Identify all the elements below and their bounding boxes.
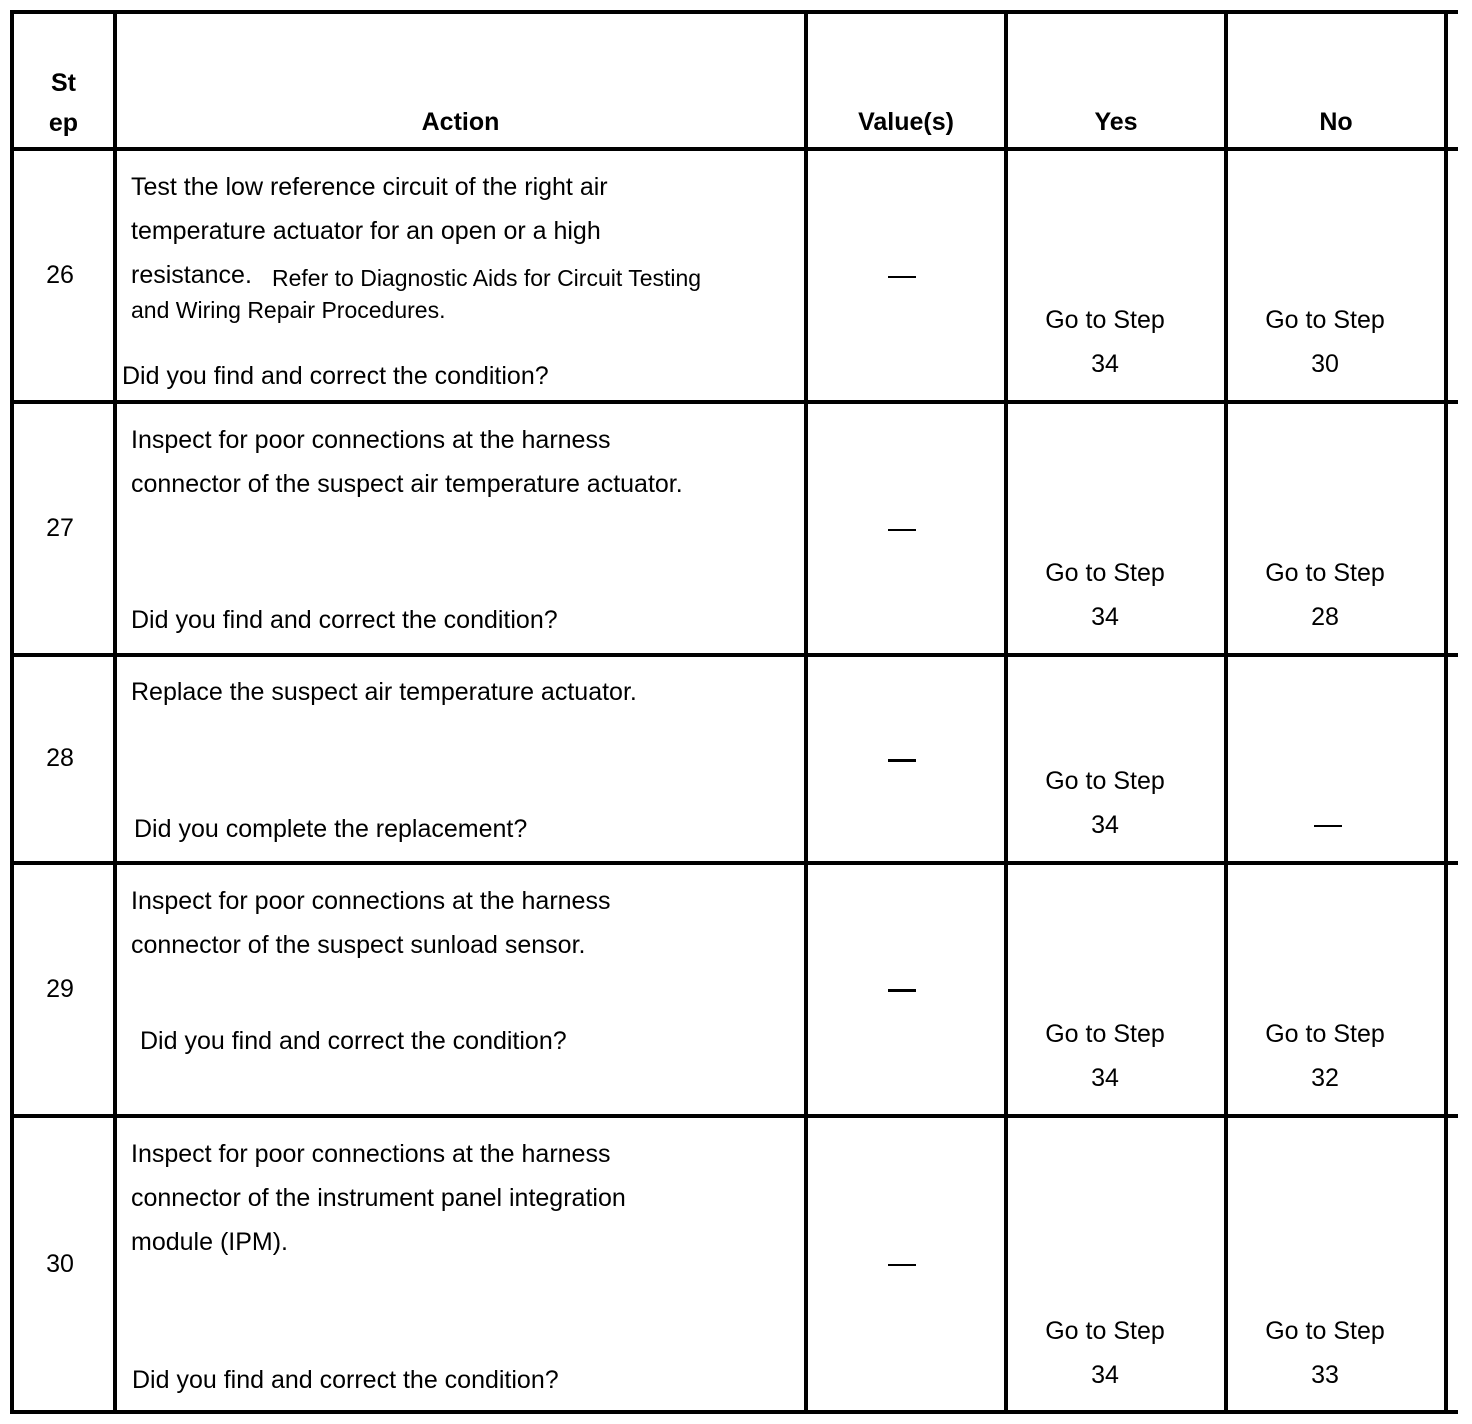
- yes-step-link[interactable]: [1000, 298, 1210, 386]
- header-no: No: [1319, 108, 1353, 136]
- action-text: connector of the instrument panel integration: [131, 1184, 626, 1212]
- action-text: module (IPM).: [131, 1228, 288, 1256]
- yes-step-link[interactable]: [1000, 1012, 1210, 1100]
- grid-line: [10, 10, 14, 1414]
- grid-line: [10, 653, 1458, 657]
- value-dash: [888, 989, 916, 992]
- yes-step-link[interactable]: [1000, 759, 1210, 847]
- yes-step-number: 34: [1091, 603, 1119, 631]
- grid-line: [10, 147, 1458, 151]
- no-step-label: Go to Step: [1265, 306, 1385, 334]
- value-dash: [888, 276, 916, 278]
- no-step-label: Go to Step: [1265, 1317, 1385, 1345]
- action-text: Replace the suspect air temperature actuator.: [131, 678, 637, 706]
- value-dash: [888, 529, 916, 531]
- header-step-line2: ep: [48, 109, 79, 137]
- header-action: Action: [421, 108, 500, 136]
- yes-step-number: 34: [1091, 1064, 1119, 1092]
- no-step-number: 28: [1311, 603, 1339, 631]
- yes-step-label: Go to Step: [1045, 1020, 1165, 1048]
- yes-step-number: 34: [1091, 350, 1119, 378]
- action-question: Did you find and correct the condition?: [140, 1027, 567, 1055]
- action-text: Test the low reference circuit of the right air: [131, 173, 608, 201]
- yes-step-link[interactable]: [1000, 551, 1210, 639]
- yes-step-link[interactable]: [1000, 1309, 1210, 1397]
- action-text: resistance.: [131, 261, 252, 289]
- header-step: [14, 63, 113, 143]
- step-number: 29: [46, 975, 74, 1003]
- action-text: Inspect for poor connections at the harness: [131, 887, 611, 915]
- grid-line: [10, 1114, 1458, 1118]
- no-step-label: Go to Step: [1265, 1020, 1385, 1048]
- step-number: 28: [46, 744, 74, 772]
- action-text: connector of the suspect air temperature actuator.: [131, 470, 683, 498]
- yes-step-label: Go to Step: [1045, 767, 1165, 795]
- action-text: Refer to Diagnostic Aids for Circuit Testing: [272, 265, 702, 291]
- no-step-link[interactable]: [1220, 1309, 1430, 1397]
- grid-line: [10, 400, 1458, 404]
- yes-step-label: Go to Step: [1045, 1317, 1165, 1345]
- yes-step-label: Go to Step: [1045, 306, 1165, 334]
- step-number: 26: [46, 261, 74, 289]
- grid-line: [10, 1410, 1458, 1414]
- grid-line: [1224, 10, 1228, 1414]
- action-question: Did you find and correct the condition?: [132, 1366, 559, 1394]
- yes-step-label: Go to Step: [1045, 559, 1165, 587]
- no-step-number: 30: [1311, 350, 1339, 378]
- header-values: Value(s): [858, 108, 954, 136]
- grid-line: [10, 861, 1458, 865]
- header-yes: Yes: [1094, 108, 1138, 136]
- action-text: and Wiring Repair Procedures.: [131, 297, 446, 323]
- diagnostic-table: [10, 10, 1458, 1414]
- action-text: Inspect for poor connections at the harness: [131, 426, 611, 454]
- action-question: Did you complete the replacement?: [134, 815, 528, 843]
- yes-step-number: 34: [1091, 811, 1119, 839]
- step-number: 27: [46, 514, 74, 542]
- header-step-line1: St: [51, 69, 76, 97]
- no-step-link[interactable]: [1220, 298, 1430, 386]
- grid-line: [1004, 10, 1008, 1414]
- action-question: Did you find and correct the condition?: [122, 362, 549, 390]
- no-step-link[interactable]: [1220, 551, 1430, 639]
- value-dash: [888, 759, 916, 762]
- grid-line: [1444, 10, 1448, 1414]
- grid-line: [10, 10, 1458, 14]
- no-step-number: 33: [1311, 1361, 1339, 1389]
- no-step-link[interactable]: [1220, 1012, 1430, 1100]
- grid-line: [113, 10, 117, 1414]
- action-question: Did you find and correct the condition?: [131, 606, 558, 634]
- value-dash: [888, 1264, 916, 1266]
- action-text: connector of the suspect sunload sensor.: [131, 931, 586, 959]
- yes-step-number: 34: [1091, 1361, 1119, 1389]
- action-text: temperature actuator for an open or a high: [131, 217, 601, 245]
- no-step-number: 32: [1311, 1064, 1339, 1092]
- action-text: Inspect for poor connections at the harness: [131, 1140, 611, 1168]
- step-number: 30: [46, 1250, 74, 1278]
- no-step-label: Go to Step: [1265, 559, 1385, 587]
- no-value-dash: [1314, 825, 1342, 827]
- grid-line: [804, 10, 808, 1414]
